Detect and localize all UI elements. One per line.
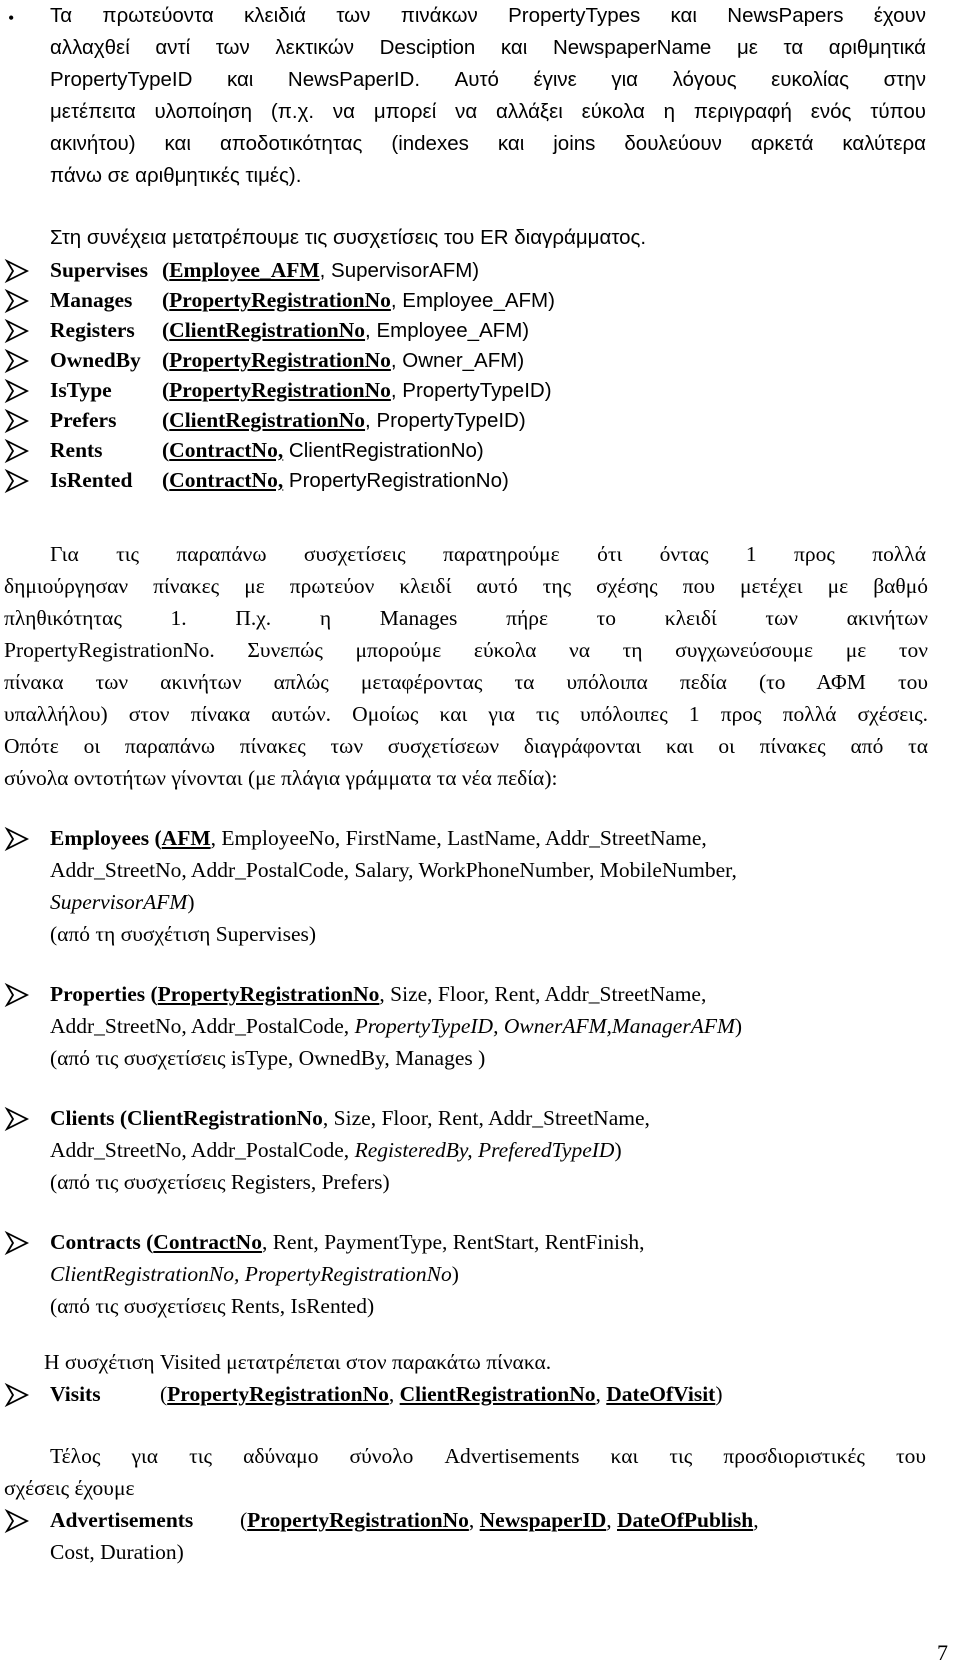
advertisements-sep-2: , (606, 1508, 617, 1532)
advertisements-line-2: Cost, Duration) (50, 1540, 184, 1564)
visits-key-3: DateOfVisit (606, 1382, 716, 1406)
employees-name: Employees ( (50, 826, 162, 850)
relationship-row (50, 254, 479, 287)
paragraph-line-3: πληθικότητας 1. Π.χ. η Manages πήρε το κλειδί των ακινήτων (4, 606, 928, 630)
relationship-row (50, 374, 552, 407)
page-number: 7 (937, 1640, 948, 1665)
relationship-key: PropertyRegistrationNo (169, 378, 391, 402)
paragraph-line-7: Οπότε οι παραπάνω πίνακες των συσχετίσεων διαγράφονται και οι πίνακες από τα (4, 734, 928, 758)
arrow-bullet-icon (4, 1230, 30, 1256)
employees-key: AFM (161, 826, 211, 850)
relationship-open-paren: ( (162, 438, 170, 462)
relationship-open-paren: ( (162, 468, 170, 492)
intro-line-6: πάνω σε αριθμητικές τιμές). (50, 164, 302, 187)
clients-l1-rest: , Size, Floor, Rent, Addr_StreetName, (322, 1106, 650, 1130)
clients-name: Clients ( (50, 1106, 128, 1130)
relationship-name: OwnedBy (50, 348, 141, 372)
relationship-rest: , Employee_AFM) (365, 319, 530, 342)
paragraph-line-6: υπαλλήλου) στον πίνακα αυτών. Ομοίως και για τις υπόλοιπες 1 προς πολλά σχέσεις. (4, 702, 928, 726)
relationship-key: ClientRegistrationNo (169, 408, 366, 432)
arrow-bullet-icon (4, 438, 30, 464)
relationship-name: Rents (50, 438, 103, 462)
paragraph-line-2: δημιούργησαν πίνακες με πρωτεύον κλειδί αυτό της σχέσης που μετέχει με βαθμό (4, 574, 928, 598)
intro-line-5: ακινήτου) και αποδοτικότητας (indexes και joins δουλεύουν αρκετά καλύτερα (50, 132, 926, 155)
arrow-bullet-icon (4, 468, 30, 494)
clients-note: (από τις συσχετίσεις Registers, Prefers) (50, 1170, 390, 1194)
relationship-row (50, 314, 529, 347)
visits-key-2: ClientRegistrationNo (399, 1382, 596, 1406)
visits-sep-2: , (595, 1382, 607, 1406)
relationship-name: Prefers (50, 408, 117, 432)
clients-line-2 (50, 1134, 622, 1166)
arrow-bullet-icon (4, 288, 30, 314)
ads-intro-line-2: σχέσεις έχουμε (4, 1476, 135, 1500)
clients-new-fields: RegisteredBy, PreferedTypeID (354, 1138, 615, 1162)
contracts-l1-rest: , Rent, PaymentType, RentStart, RentFinish, (261, 1230, 645, 1254)
relationship-row (50, 434, 484, 467)
arrow-bullet-icon (4, 1508, 30, 1534)
contracts-name: Contracts ( (50, 1230, 154, 1254)
bullet-dot: • (8, 8, 15, 28)
intro-line-1: Τα πρωτεύοντα κλειδιά των πινάκων PropertyTypes και NewsPapers έχουν (50, 4, 926, 27)
relationship-open-paren: ( (162, 318, 170, 342)
relationship-rest: , Owner_AFM) (390, 349, 525, 372)
visits-close: ) (715, 1382, 723, 1406)
relationship-row (50, 404, 526, 437)
relationship-open-paren: ( (162, 288, 170, 312)
relationship-row (50, 284, 555, 317)
arrow-bullet-icon (4, 348, 30, 374)
arrow-bullet-icon (4, 378, 30, 404)
relationship-row (50, 344, 524, 377)
clients-key: ClientRegistrationNo (127, 1106, 323, 1130)
relationship-key: Employee_AFM (169, 258, 320, 282)
clients-l2-end: ) (614, 1138, 622, 1162)
advertisements-sep-1: , (468, 1508, 480, 1532)
relationship-row (50, 464, 509, 497)
visits-sep-1: , (388, 1382, 400, 1406)
relationship-rest: , PropertyTypeID) (390, 379, 552, 402)
properties-line-1 (50, 978, 706, 1010)
intro-line-2: αλλαχθεί αντί των λεκτικών Desciption και NewspaperName με τα αριθμητικά (50, 36, 926, 59)
relationship-open-paren: ( (162, 378, 170, 402)
employees-line-1 (50, 822, 707, 854)
clients-line-1 (50, 1102, 650, 1134)
intro-continuation: Στη συνέχεια μετατρέπουμε τις συσχετίσεις του ER διαγράμματος. (50, 226, 647, 249)
paragraph-line-4: PropertyRegistrationNo. Συνεπώς μπορούμε εύκολα να τη συγχωνεύσουμε με τον (4, 638, 928, 662)
relationship-rest: , Employee_AFM) (390, 289, 555, 312)
properties-name: Properties ( (50, 982, 158, 1006)
relationship-open-paren: ( (162, 348, 170, 372)
relationship-name: Manages (50, 288, 133, 312)
arrow-bullet-icon (4, 982, 30, 1008)
contracts-key: ContractNo (153, 1230, 262, 1254)
properties-l2-plain: Addr_StreetNo, Addr_PostalCode, (50, 1014, 355, 1038)
intro-line-3: PropertyTypeID και NewsPaperID. Αυτό έγινε για λόγους ευκολίας στην (50, 68, 926, 91)
relationship-key: ContractNo, (169, 438, 284, 462)
ads-intro-line-1: Τέλος για τις αδύναμο σύνολο Advertisements και τις προσδιοριστικές του (50, 1444, 926, 1468)
relationship-key: PropertyRegistrationNo (169, 348, 391, 372)
employees-new-field: SupervisorAFM (50, 890, 188, 914)
intro-line-4: μετέπειτα υλοποίηση (π.χ. να μπορεί να αλλάξει εύκολα η περιγραφή ενός τύπου (50, 100, 926, 123)
visits-open: ( (160, 1382, 168, 1406)
relationship-rest: ClientRegistrationNo) (283, 439, 484, 462)
visits-name: Visits (50, 1382, 101, 1406)
relationship-key: PropertyRegistrationNo (169, 288, 391, 312)
employees-line-3 (50, 886, 195, 918)
contracts-line-2 (50, 1258, 459, 1290)
visits-key-1: PropertyRegistrationNo (167, 1382, 389, 1406)
relationship-name: Registers (50, 318, 135, 342)
contracts-new-fields: ClientRegistrationNo, PropertyRegistrationNo (50, 1262, 452, 1286)
relationship-name: IsRented (50, 468, 133, 492)
arrow-bullet-icon (4, 826, 30, 852)
arrow-bullet-icon (4, 1106, 30, 1132)
relationship-rest: , PropertyTypeID) (365, 409, 526, 432)
relationship-open-paren: ( (162, 258, 170, 282)
contracts-line-1 (50, 1226, 644, 1258)
employees-l1-rest: , EmployeeNo, FirstName, LastName, Addr_StreetName, (210, 826, 707, 850)
advertisements-sep-3: , (753, 1508, 759, 1532)
properties-line-2 (50, 1010, 742, 1042)
properties-note: (από τις συσχετίσεις isType, OwnedBy, Manages ) (50, 1046, 486, 1070)
properties-new-fields: PropertyTypeID, OwnerAFM,ManagerAFM (354, 1014, 735, 1038)
employees-note: (από τη συσχέτιση Supervises) (50, 922, 317, 946)
advertisements-line-1 (50, 1504, 759, 1536)
arrow-bullet-icon (4, 408, 30, 434)
arrow-bullet-icon (4, 1382, 30, 1408)
arrow-bullet-icon (4, 258, 30, 284)
paragraph-line-5: πίνακα των ακινήτων απλώς μεταφέροντας τα υπόλοιπα πεδία (το ΑΦΜ του (4, 670, 928, 694)
employees-line-2: Addr_StreetNo, Addr_PostalCode, Salary, WorkPhoneNumber, MobileNumber, (50, 858, 737, 882)
properties-key: PropertyRegistrationNo (157, 982, 380, 1006)
visited-intro: Η συσχέτιση Visited μετατρέπεται στον παρακάτω πίνακα. (44, 1350, 552, 1374)
visits-line (50, 1378, 723, 1410)
advertisements-name: Advertisements (50, 1508, 194, 1532)
clients-l2-plain: Addr_StreetNo, Addr_PostalCode, (50, 1138, 355, 1162)
paragraph-line-8: σύνολα οντοτήτων γίνονται (με πλάγια γράμματα τα νέα πεδία): (4, 766, 558, 790)
employees-l3-end: ) (187, 890, 195, 914)
relationship-open-paren: ( (162, 408, 170, 432)
advertisements-key-2: NewspaperID (479, 1508, 607, 1532)
paragraph-line-1: Για τις παραπάνω συσχετίσεις παρατηρούμε ότι όντας 1 προς πολλά (50, 542, 926, 566)
relationship-rest: PropertyRegistrationNo) (283, 469, 509, 492)
arrow-bullet-icon (4, 318, 30, 344)
relationship-key: ClientRegistrationNo (169, 318, 366, 342)
relationship-key: ContractNo, (169, 468, 284, 492)
contracts-note: (από τις συσχετίσεις Rents, IsRented) (50, 1294, 375, 1318)
properties-l1-rest: , Size, Floor, Rent, Addr_StreetName, (379, 982, 707, 1006)
advertisements-open: ( (240, 1508, 248, 1532)
advertisements-key-3: DateOfPublish (617, 1508, 754, 1532)
relationship-rest: , SupervisorAFM) (319, 259, 480, 282)
properties-l2-end: ) (734, 1014, 743, 1038)
relationship-name: Supervises (50, 258, 148, 282)
relationship-name: IsType (50, 378, 112, 402)
advertisements-key-1: PropertyRegistrationNo (247, 1508, 469, 1532)
contracts-l2-end: ) (451, 1262, 459, 1286)
